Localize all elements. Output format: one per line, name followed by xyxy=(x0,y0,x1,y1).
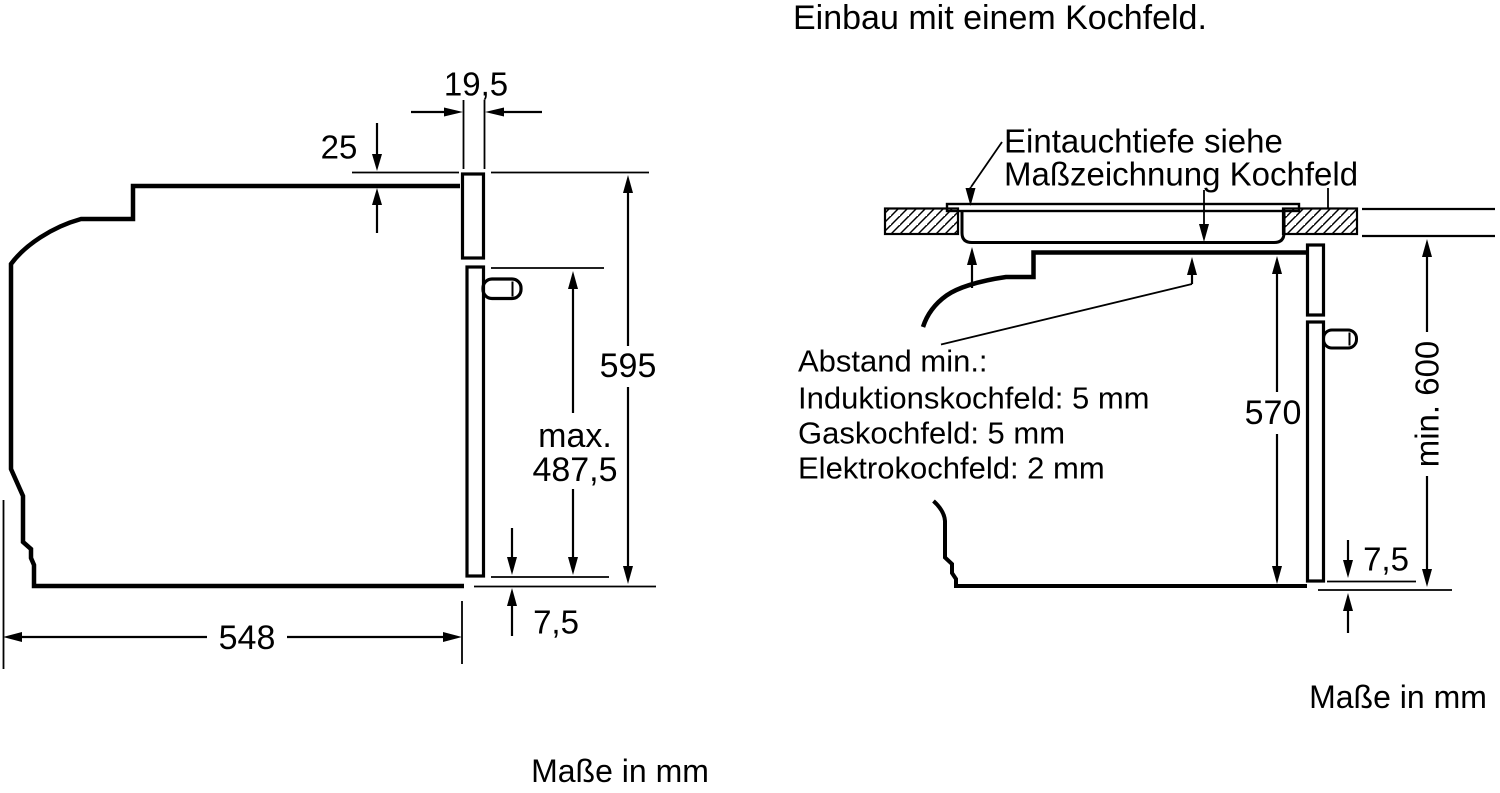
arrow-up-icon xyxy=(623,175,633,193)
clearance-note xyxy=(798,344,1150,486)
oven-side-view xyxy=(3,66,709,790)
dim-19-5-label: 19,5 xyxy=(443,65,509,103)
dim-487-5-label: 487,5 xyxy=(532,451,618,489)
arrow-up-icon xyxy=(1343,593,1353,611)
clearance-electric: Elektrokochfeld: 2 mm xyxy=(798,450,1105,486)
dimension-top-clearance xyxy=(321,123,459,233)
arrow-down-icon xyxy=(507,557,517,575)
arrow-down-icon xyxy=(1272,566,1282,584)
arrow-down-icon xyxy=(1199,224,1209,242)
clearance-heading: Abstand min.: xyxy=(798,343,988,379)
oven-door xyxy=(467,267,484,576)
oven-door-handle-right xyxy=(1324,330,1357,348)
arrow-up-icon xyxy=(568,271,578,289)
oven-door-right xyxy=(1308,322,1324,581)
clearance-gas: Gaskochfeld: 5 mm xyxy=(798,415,1066,451)
arrow-up-icon xyxy=(372,188,382,205)
oven-bottom-cut-outline xyxy=(934,501,1308,586)
dimension-max-front-height xyxy=(491,268,618,575)
arrow-up-icon xyxy=(1422,239,1432,257)
arrow-up-icon xyxy=(507,588,517,606)
dim-570-label: 570 xyxy=(1244,394,1302,432)
dimension-base-step-right xyxy=(1318,540,1452,633)
hob-body xyxy=(962,211,1284,243)
oven-control-panel-right xyxy=(1308,245,1324,315)
oven-top-cut-outline xyxy=(923,253,1307,328)
dim-7-5-right-label: 7,5 xyxy=(1363,540,1409,578)
clearance-arrows xyxy=(941,247,1197,345)
hob-note-line1: Eintauchtiefe siehe xyxy=(1004,122,1283,160)
units-note-right: Maße in mm xyxy=(1309,679,1487,715)
dim-595-label: 595 xyxy=(599,347,657,385)
dimension-door-thickness xyxy=(411,66,542,170)
arrow-down-icon xyxy=(568,557,578,575)
arrow-left-icon xyxy=(485,108,504,117)
installation-with-hob-view xyxy=(793,0,1495,715)
arrow-down-icon xyxy=(372,154,382,171)
worktop-section-right xyxy=(1283,209,1357,235)
arrow-up-icon xyxy=(967,247,977,265)
dim-25-label: 25 xyxy=(320,128,358,166)
arrow-down-icon xyxy=(1422,569,1432,587)
arrow-down-icon xyxy=(623,566,633,584)
clearance-induction: Induktionskochfeld: 5 mm xyxy=(798,380,1150,416)
oven-door-handle xyxy=(483,279,521,299)
hob-glass-top xyxy=(947,204,1299,211)
arrow-up-icon xyxy=(1187,257,1197,275)
arrow-right-icon xyxy=(443,632,462,642)
dim-max-label: max. xyxy=(538,417,612,455)
dimension-oven-height xyxy=(1245,256,1302,584)
dim-7-5-left-label: 7,5 xyxy=(533,603,579,641)
units-note-left: Maße in mm xyxy=(531,753,709,789)
arrow-down-icon xyxy=(1343,560,1353,578)
oven-control-panel xyxy=(463,174,484,258)
oven-body-outline xyxy=(11,186,464,586)
arrow-up-icon xyxy=(1272,256,1282,274)
arrow-left-icon xyxy=(3,632,22,642)
dimension-niche-height xyxy=(1409,239,1446,587)
worktop-section-left xyxy=(885,209,958,235)
dim-548-label: 548 xyxy=(218,619,276,657)
arrow-right-icon xyxy=(444,108,463,117)
dim-min-600-label: min. 600 xyxy=(1408,340,1446,468)
right-diagram-title: Einbau mit einem Kochfeld. xyxy=(793,0,1207,37)
hob-note-line2: Maßzeichnung Kochfeld xyxy=(1004,155,1359,193)
